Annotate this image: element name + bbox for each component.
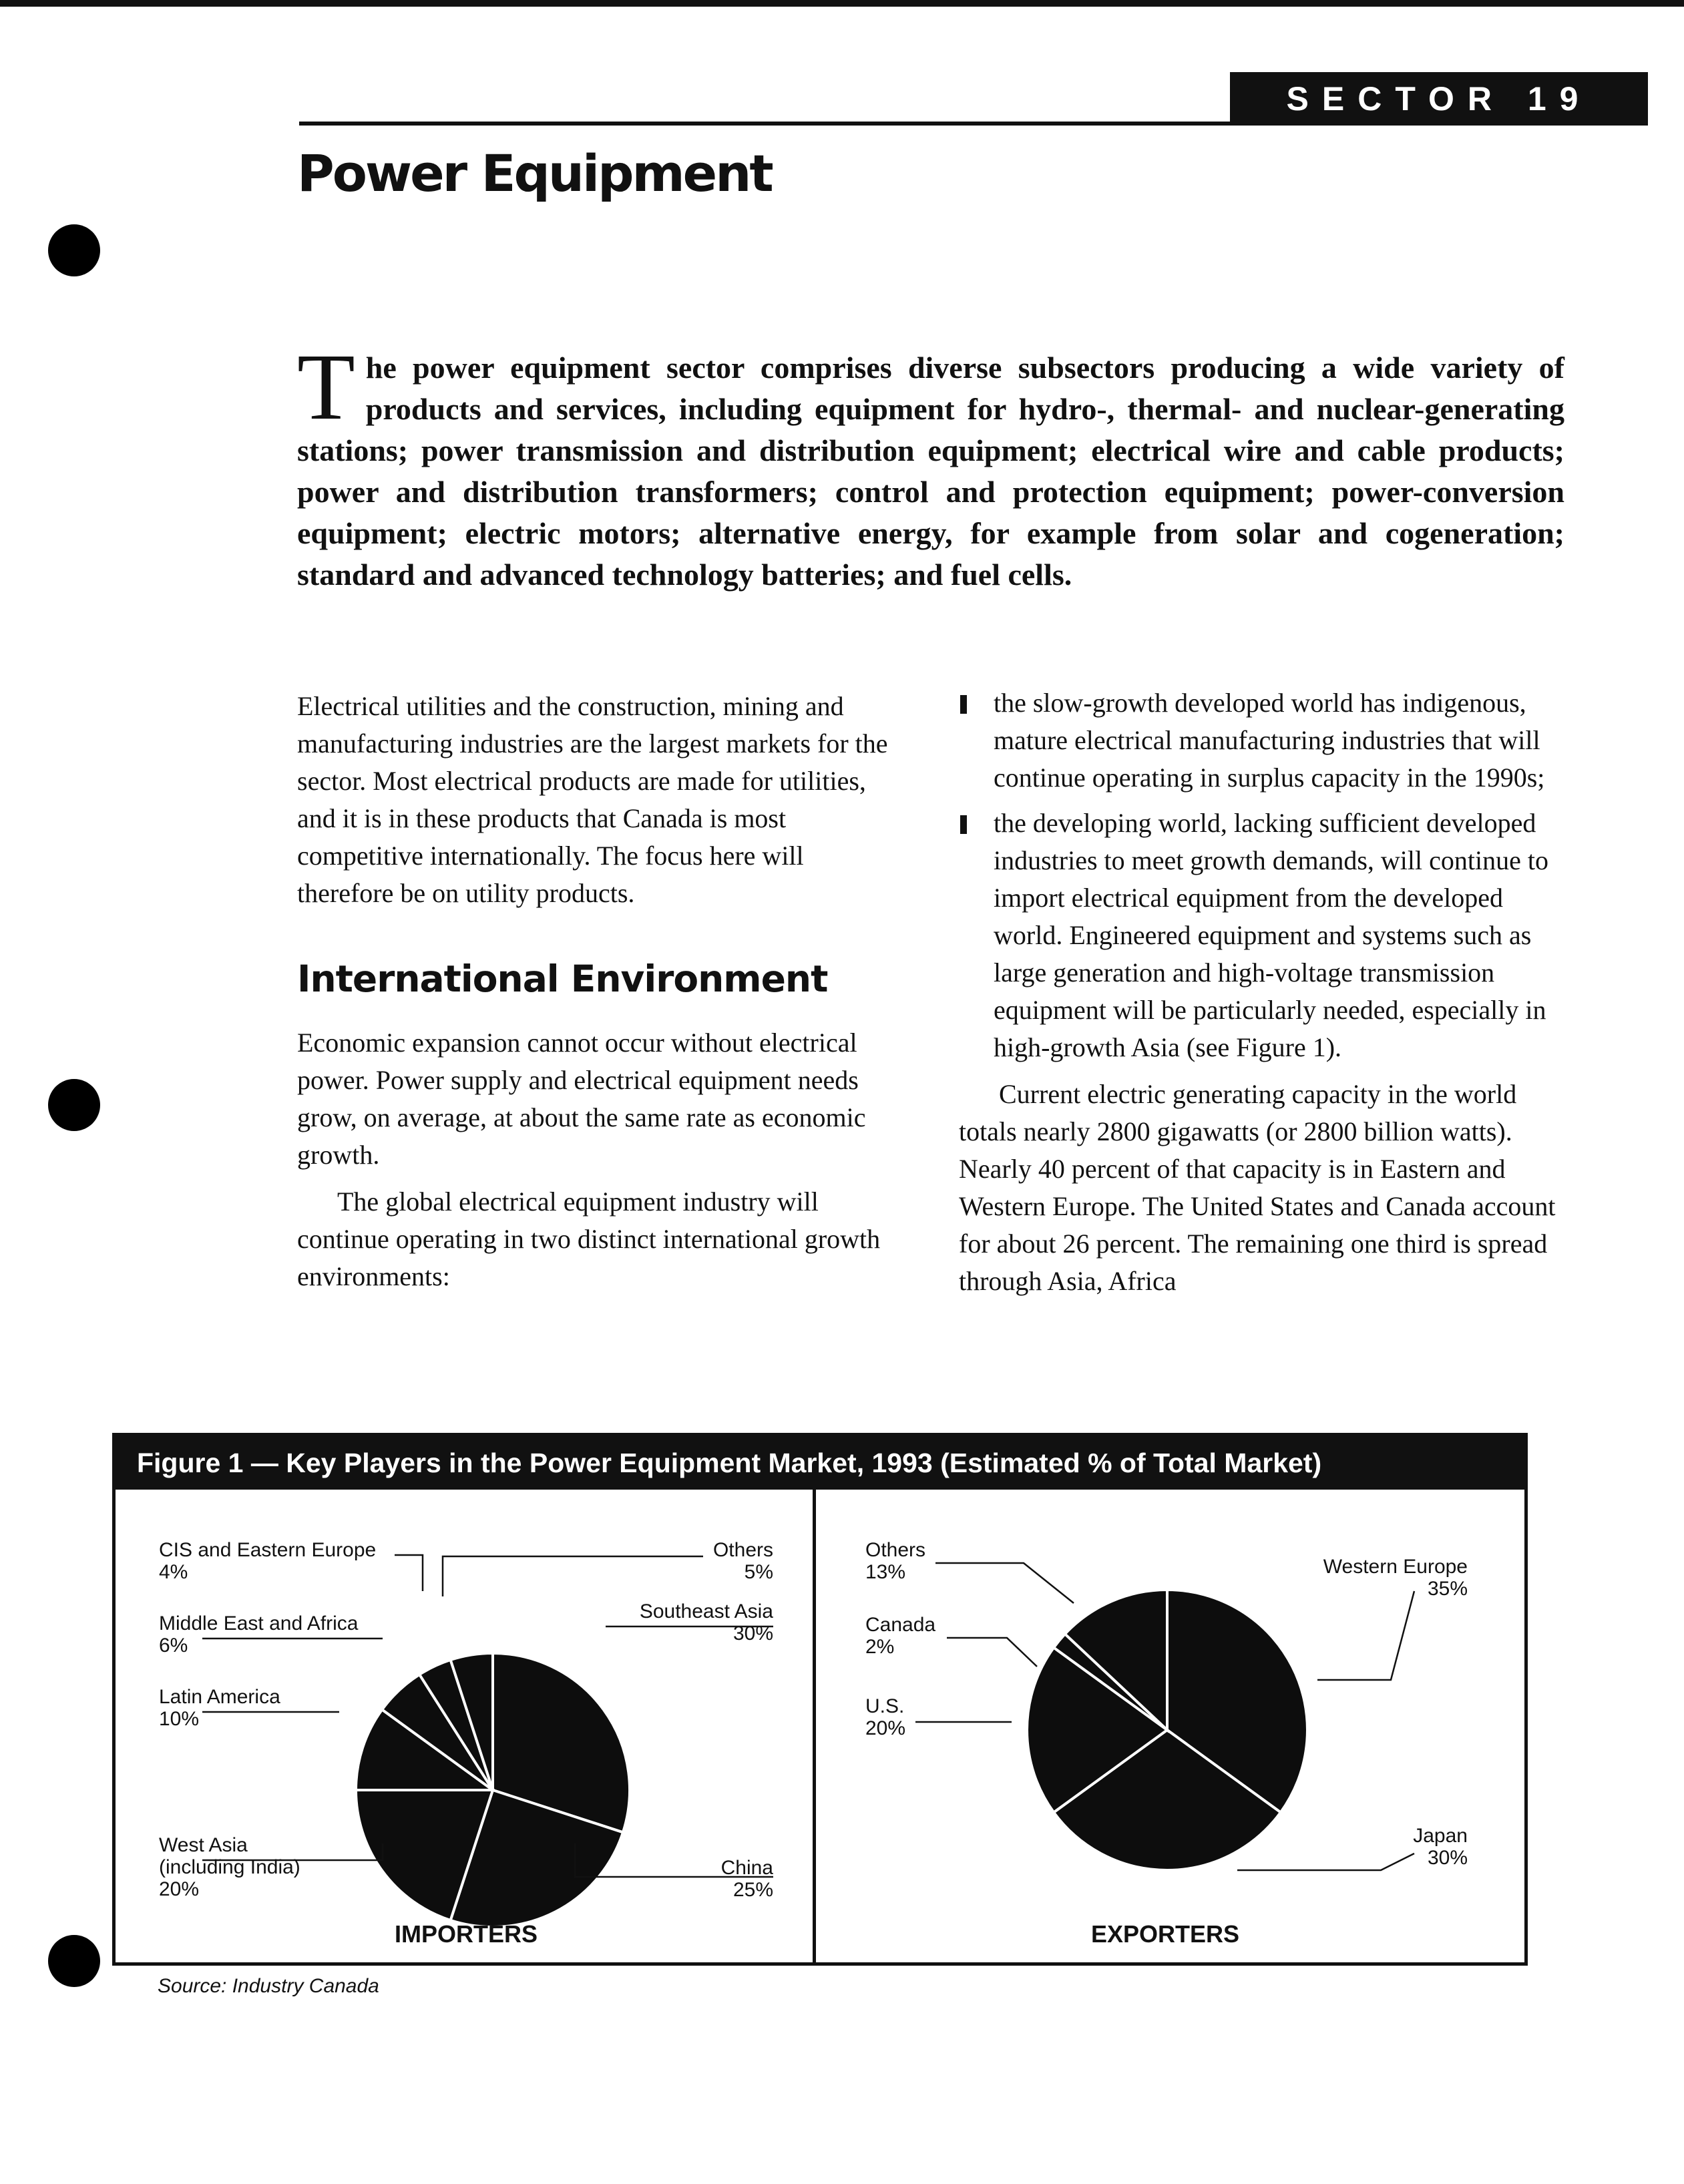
- slice-value-label: 2%: [865, 1636, 895, 1658]
- bullet-item: [959, 684, 1573, 797]
- bullet-marker: [960, 815, 967, 834]
- leader-line: [395, 1555, 423, 1591]
- slice-label: Western Europe: [1323, 1556, 1468, 1578]
- top-rule: [0, 0, 1684, 7]
- bullet-marker: [960, 695, 967, 714]
- figure-title: Figure 1 — Key Players in the Power Equipment Market, 1993 (Estimated % of Total Market): [116, 1436, 1524, 1490]
- pie-charts: [116, 1436, 1524, 1962]
- bullet-text: the slow-growth developed world has indigenous, mature electrical manufacturing industries that will continue operating in surplus capacity in the 1990s;: [994, 688, 1545, 793]
- slice-label: Canada: [865, 1614, 936, 1636]
- sector-label: SECTOR 19: [1230, 72, 1648, 126]
- binder-hole: [48, 224, 100, 276]
- header-rule: [299, 122, 1234, 126]
- slice-value-label: 20%: [159, 1878, 200, 1900]
- body-paragraph: The global electrical equipment industry will continue operating in two distinct international growth environments:: [297, 1186, 881, 1291]
- leader-line: [947, 1638, 1037, 1667]
- binder-hole: [48, 1935, 100, 1987]
- figure-box: [112, 1433, 1528, 1966]
- intro-text: he power equipment sector comprises diverse subsectors producing a wide variety of products and services, including equipment for hydro-, thermal- and nuclear-generating stations; power transmission and distribution equipment; electrical wire and cable products; power and distribution transformers; control and protection equipment; power-conversion equipment; electric motors; alternative energy, for example from solar and cogeneration; standard and advanced technology batteries; and fuel cells.: [297, 351, 1564, 592]
- page-title: Power Equipment: [297, 144, 772, 203]
- slice-label: Middle East and Africa: [159, 1612, 359, 1634]
- bullet-item: [959, 805, 1573, 1066]
- slice-label: Others: [865, 1539, 926, 1561]
- body-paragraph: Economic expansion cannot occur without electrical power. Power supply and electrical equipment needs grow, on average, at about the same rate as economic growth.: [297, 1028, 866, 1170]
- slice-label: CIS and Eastern Europe: [159, 1539, 377, 1561]
- bullet-text: the developing world, lacking sufficient developed industries to meet growth demands, will continue to import electrical equipment from the developed world. Engineered equipment and systems such as large generation and high-voltage transmission equipment will be particularly needed, especially in high-growth Asia (see Figure 1).: [994, 808, 1548, 1062]
- slice-label: U.S.: [865, 1695, 905, 1717]
- slice-label: Japan: [1413, 1825, 1468, 1847]
- right-column: [959, 684, 1573, 1300]
- drop-cap: T: [297, 334, 355, 439]
- chart-title: EXPORTERS: [1090, 1920, 1240, 1948]
- slice-value-label: 10%: [159, 1708, 200, 1730]
- bullet-list: [959, 684, 1573, 1066]
- body-paragraph: Electrical utilities and the construction, mining and manufacturing industries are the largest markets for the sector. Most electrical products are made for utilities, and it is in these products that Canada is most competitive internationally. The focus here will therefore be on utility products.: [297, 691, 888, 908]
- slice-value-label: 6%: [159, 1634, 188, 1657]
- slice-value-label: 5%: [744, 1561, 773, 1583]
- leader-line: [935, 1563, 1074, 1603]
- figure-source: Source: Industry Canada: [158, 1975, 379, 1997]
- left-column: [297, 688, 898, 1295]
- section-heading: International Environment: [297, 957, 828, 1000]
- slice-label: Latin America: [159, 1686, 280, 1708]
- slice-value-label: 20%: [865, 1717, 906, 1739]
- body-paragraph: Current electric generating capacity in the world totals nearly 2800 gigawatts (or 2800 billion watts). Nearly 40 percent of that capacity is in Eastern and Western Europe. The United States and Canada account for about 26 percent. The remaining one third is spread through Asia, Africa: [959, 1079, 1556, 1296]
- leader-line: [443, 1556, 703, 1596]
- slice-value-label: 30%: [732, 1622, 773, 1645]
- slice-value-label: 25%: [732, 1879, 773, 1901]
- slice-label: Southeast Asia: [639, 1600, 773, 1622]
- slice-value-label: 35%: [1427, 1578, 1468, 1600]
- chart-title: IMPORTERS: [394, 1920, 538, 1948]
- slice-label: West Asia: [159, 1834, 248, 1856]
- slice-value-label: 30%: [1427, 1847, 1468, 1869]
- leader-line: [1237, 1853, 1414, 1870]
- binder-hole: [48, 1079, 100, 1131]
- slice-value-label: 4%: [159, 1561, 188, 1583]
- slice-label: Others: [712, 1539, 773, 1561]
- slice-value-label: 13%: [865, 1561, 906, 1583]
- intro-paragraph: [297, 334, 1564, 596]
- leader-line: [1317, 1591, 1414, 1680]
- slice-label: China: [720, 1857, 773, 1879]
- slice-label: (including India): [159, 1856, 300, 1878]
